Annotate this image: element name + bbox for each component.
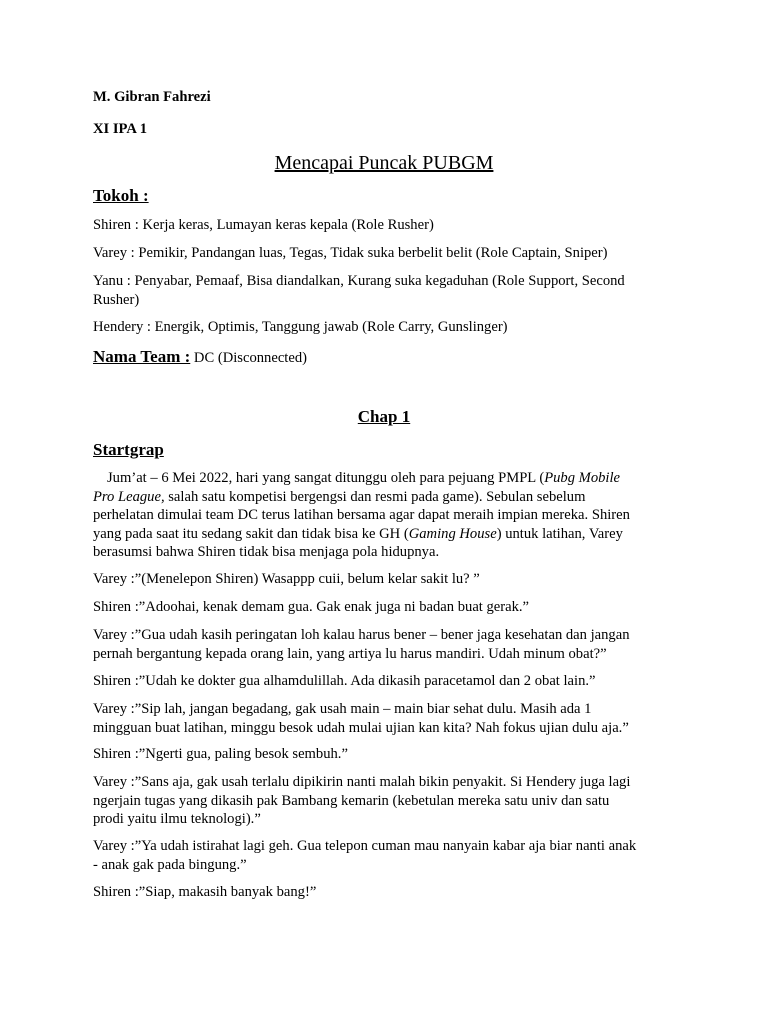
character-hendery: Hendery : Energik, Optimis, Tanggung jawab (Role Carry, Gunslinger) bbox=[93, 319, 508, 335]
character-yanu bbox=[93, 272, 683, 309]
dialogue-5-line-2: mingguan buat latihan, minggu besok udah mulai ujian kan kita? Nah fokus ujian dulu aja.” bbox=[93, 719, 629, 736]
character-yanu-line-2: Rusher) bbox=[93, 291, 140, 308]
dialogue-7-line-1: Varey :”Sans aja, gak usah terlalu dipikirin nanti malah bikin penyakit. Si Hendery juga lagi bbox=[93, 774, 631, 790]
dialogue-8-line-1: Varey :”Ya udah istirahat lagi geh. Gua telepon cuman mau nanyain kabar aja biar nanti anak bbox=[93, 838, 637, 854]
chapter-title: Chap 1 bbox=[357, 407, 411, 426]
dialogue-5 bbox=[93, 700, 683, 737]
character-shiren: Shiren : Kerja keras, Lumayan keras kepala (Role Rusher) bbox=[93, 217, 434, 233]
dialogue-8 bbox=[93, 837, 683, 874]
intro-line-3: perhelatan dimulai team DC terus latihan bersama agar dapat meraih impian mereka. Shiren bbox=[93, 507, 630, 523]
intro-line-4 bbox=[93, 525, 683, 544]
intro-line-4-text-a: yang pada saat itu sedang sakit dan tidak bisa ke GH ( bbox=[93, 525, 409, 542]
intro-line-2-italic: Pro League, bbox=[93, 488, 165, 505]
dialogue-9: Shiren :”Siap, makasih banyak bang!” bbox=[93, 884, 317, 900]
dialogue-6: Shiren :”Ngerti gua, paling besok sembuh.” bbox=[93, 746, 348, 762]
intro-line-4-text-b: ) untuk latihan, Varey bbox=[496, 525, 623, 542]
document-title: Mencapai Puncak PUBGM bbox=[274, 152, 494, 174]
dialogue-3 bbox=[93, 626, 683, 663]
team-line bbox=[93, 347, 683, 368]
dialogue-7-line-2: ngerjain tugas yang dikasih pak Bambang kemarin (kebetulan mereka satu univ dan satu bbox=[93, 792, 610, 809]
intro-paragraph bbox=[93, 469, 683, 562]
dialogue-5-line-1: Varey :”Sip lah, jangan begadang, gak usah main – main biar sehat dulu. Masih ada 1 bbox=[93, 701, 592, 717]
intro-line-4-italic: Gaming House bbox=[408, 525, 497, 542]
character-yanu-line-1: Yanu : Penyabar, Pemaaf, Bisa diandalkan, Kurang suka kegaduhan (Role Support, Second bbox=[93, 273, 625, 289]
author-name: M. Gibran Fahrezi bbox=[93, 89, 211, 105]
intro-line-5: berasumsi bahwa Shiren tidak bisa menjaga pola hidupnya. bbox=[93, 544, 440, 560]
intro-line-2-text: salah satu kompetisi bergengsi dan resmi pada game). Sebulan sebelum bbox=[164, 488, 586, 505]
intro-line-1-text: Jum’at – 6 Mei 2022, hari yang sangat ditunggu oleh para pejuang PMPL ( bbox=[107, 470, 545, 486]
team-label: Nama Team : bbox=[93, 347, 191, 366]
character-varey: Varey : Pemikir, Pandangan luas, Tegas, Tidak suka berbelit belit (Role Captain, Sniper) bbox=[93, 245, 608, 261]
dialogue-7-line-3: prodi yaitu ilmu teknologi).” bbox=[93, 811, 261, 827]
dialogue-4: Shiren :”Udah ke dokter gua alhamdulillah. Ada dikasih paracetamol dan 2 obat lain.” bbox=[93, 673, 596, 689]
intro-line-1-italic: Pubg Mobile bbox=[544, 470, 620, 486]
intro-line-2 bbox=[93, 488, 683, 507]
team-value: DC (Disconnected) bbox=[190, 350, 307, 366]
intro-line-1 bbox=[93, 469, 683, 488]
tokoh-heading: Tokoh : bbox=[93, 186, 149, 205]
chapter-subtitle: Startgrap bbox=[93, 440, 164, 459]
dialogue-2: Shiren :”Adoohai, kenak demam gua. Gak enak juga ni badan buat gerak.” bbox=[93, 599, 530, 615]
class-name: XI IPA 1 bbox=[93, 121, 148, 137]
dialogue-8-line-2: - anak gak pada bingung.” bbox=[93, 856, 247, 873]
dialogue-1: Varey :”(Menelepon Shiren) Wasappp cuii, belum kelar sakit lu? ” bbox=[93, 571, 480, 587]
dialogue-3-line-2: pernah bergantung kepada orang lain, yang artiya lu harus mandiri. Udah minum obat?” bbox=[93, 645, 607, 662]
dialogue-7 bbox=[93, 773, 683, 829]
dialogue-3-line-1: Varey :”Gua udah kasih peringatan loh kalau harus bener – bener jaga kesehatan dan jangan bbox=[93, 627, 630, 643]
